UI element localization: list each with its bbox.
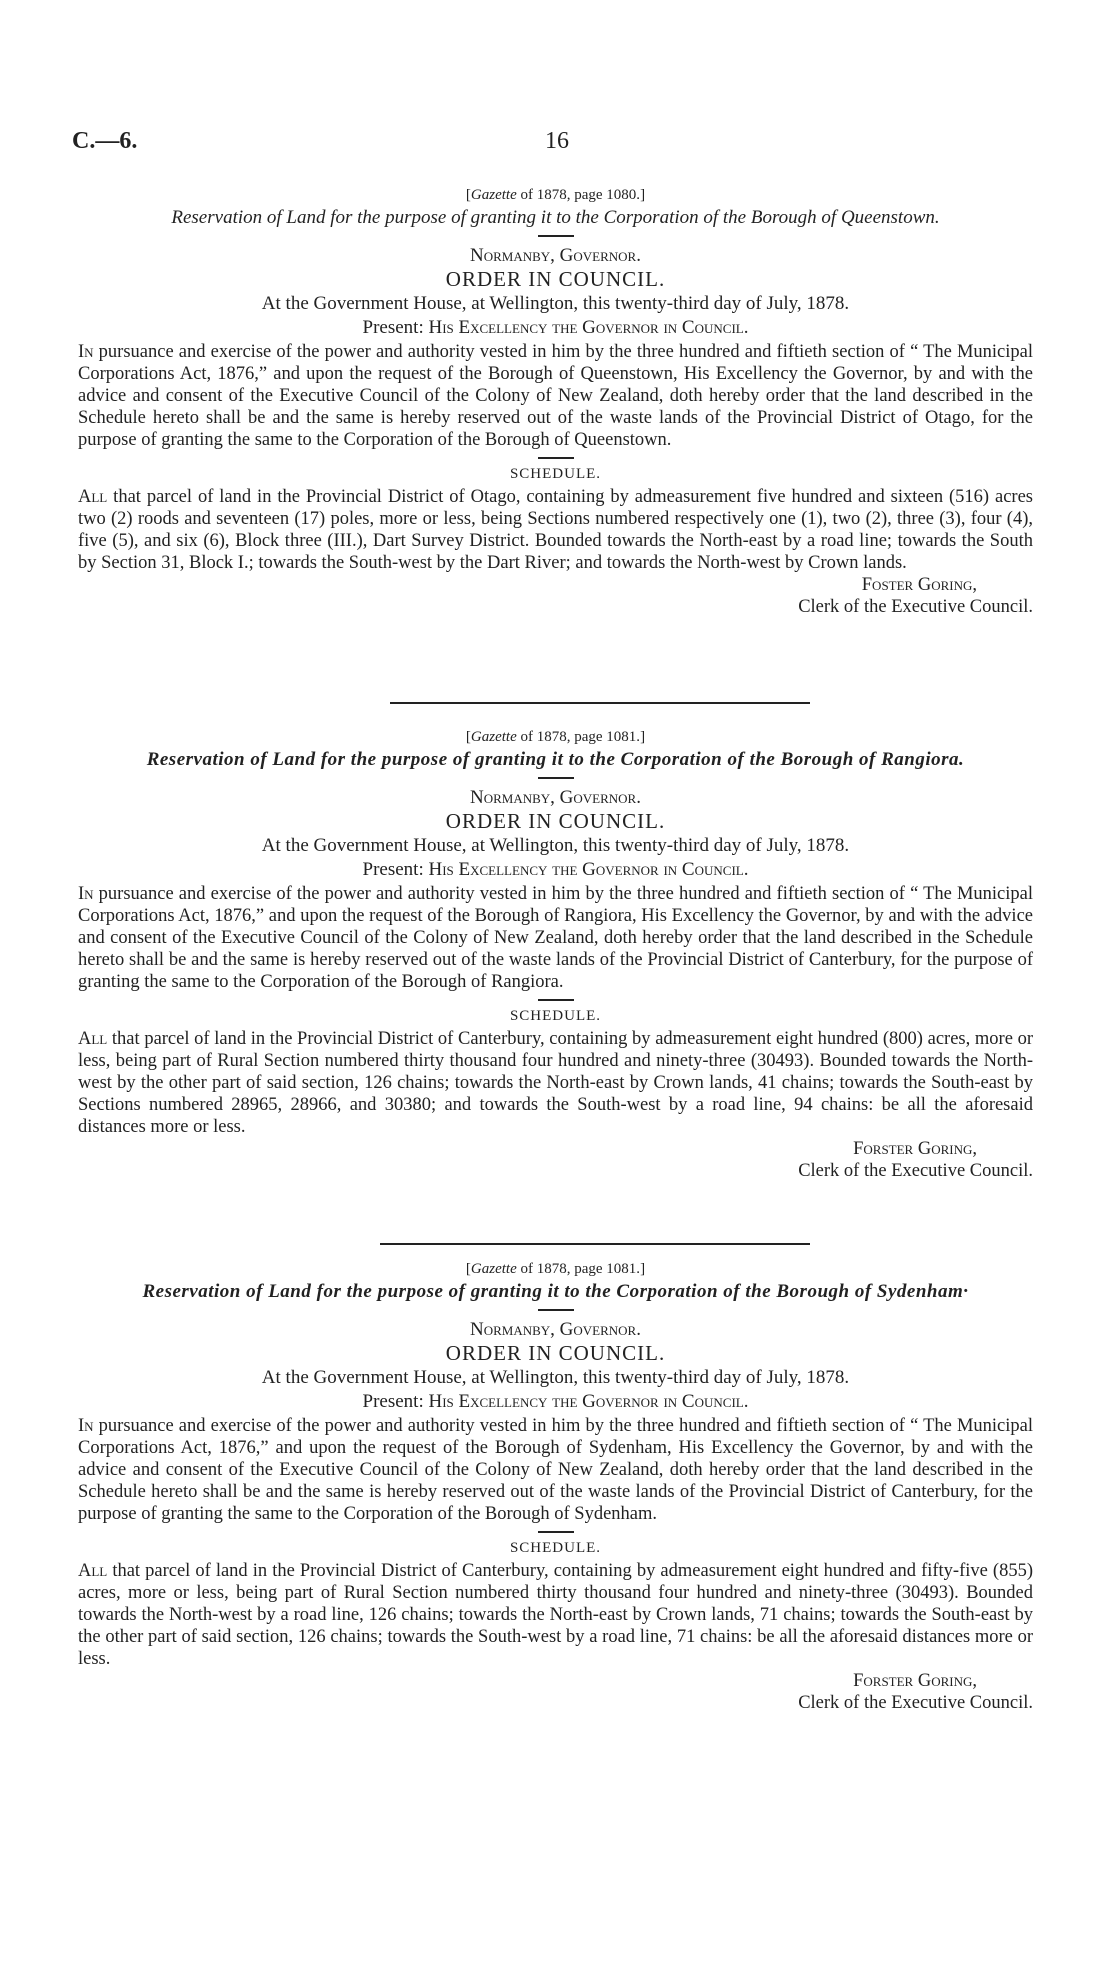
schedule-body xyxy=(78,486,1033,574)
document-reference: C.—6. xyxy=(72,128,138,154)
section-title: Reservation of Land for the purpose of granting it to the Corporation of the Borough of Sydenham· xyxy=(142,1281,969,1302)
order-section-sydenham xyxy=(78,1258,1033,1714)
body-text: pursuance and exercise of the power and authority vested in him by the three hundred and fiftieth section of “ The Municipal Corporations Act, 1876,” and upon the request of the Borough of Sydenham, His Excellency the Governor, by and with the advice and consent of the Executive Council of the Colony of New Zealand, doth hereby order that the land described in the Schedule hereto shall be and the same is hereby reserved out of the waste lands of the Provincial District of Canterbury, for the purpose of granting the same to the Corporation of the Borough of Sydenham. xyxy=(78,1416,1033,1524)
present-line xyxy=(78,1391,1033,1413)
schedule-heading: SCHEDULE. xyxy=(509,1008,602,1024)
gazette-reference: [Gazette of 1878, page 1081.] xyxy=(465,729,646,745)
schedule-rule xyxy=(538,1531,574,1533)
schedule-body xyxy=(78,1560,1033,1670)
governor-line: Normanby, Governor. xyxy=(470,245,641,266)
body-lead: In xyxy=(78,342,94,362)
order-heading: ORDER IN COUNCIL. xyxy=(445,267,666,291)
order-heading: ORDER IN COUNCIL. xyxy=(445,809,666,833)
place-date-line: At the Government House, at Wellington, this twenty-third day of July, 1878. xyxy=(261,835,850,856)
signature-block xyxy=(78,1138,1033,1182)
schedule-rule xyxy=(538,999,574,1001)
order-section-queenstown xyxy=(78,184,1033,618)
short-rule xyxy=(538,777,574,779)
place-date-line: At the Government House, at Wellington, this twenty-third day of July, 1878. xyxy=(261,1367,850,1388)
schedule-lead: All xyxy=(78,1029,108,1049)
section-title: Reservation of Land for the purpose of granting it to the Corporation of the Borough of Rangiora. xyxy=(146,749,965,770)
signature-block xyxy=(78,574,1033,618)
signatory-name: Foster Goring, xyxy=(861,575,977,595)
governor-line: Normanby, Governor. xyxy=(470,1319,641,1340)
section-divider xyxy=(380,1243,810,1245)
present-line xyxy=(78,859,1033,881)
order-body xyxy=(78,883,1033,993)
signature-block xyxy=(78,1670,1033,1714)
gazette-details: of 1878, page 1080. xyxy=(516,187,641,203)
signatory-name: Forster Goring, xyxy=(853,1139,977,1159)
page-header xyxy=(72,130,1042,160)
section-title: Reservation of Land for the purpose of granting it to the Corporation of the Borough of Queenstown. xyxy=(171,207,940,228)
schedule-text: that parcel of land in the Provincial District of Canterbury, containing by admeasurement eight hundred and fifty-five (855) acres, more or less, being part of Rural Section numbered thirty thousand four hundred and ninety-three (30493). Bounded towards the North-west by a road line, 126 chains; towards the North-east by Crown lands, 71 chains; towards the South-east by the other part of said section, 126 chains; towards the South-west by a road line, 71 chains: be all the aforesaid distances more or less. xyxy=(78,1561,1033,1669)
short-rule xyxy=(538,1309,574,1311)
gazette-details: of 1878, page 1081. xyxy=(516,1261,641,1277)
page-number: 16 xyxy=(545,128,569,154)
present-label: Present: xyxy=(362,317,424,338)
order-section-rangiora xyxy=(78,726,1033,1182)
body-text: pursuance and exercise of the power and authority vested in him by the three hundred and fiftieth section of “ The Municipal Corporations Act, 1876,” and upon the request of the Borough of Rangiora, His Excellency the Governor, by and with the advice and consent of the Executive Council of the Colony of New Zealand, doth hereby order that the land described in the Schedule hereto shall be and the same is hereby reserved out of the waste lands of the Provincial District of Canterbury, for the purpose of granting the same to the Corporation of the Borough of Rangiora. xyxy=(78,884,1033,992)
present-text: His Excellency the Governor in Council. xyxy=(428,1391,749,1412)
schedule-body xyxy=(78,1028,1033,1138)
short-rule xyxy=(538,235,574,237)
schedule-lead: All xyxy=(78,1561,108,1581)
schedule-text: that parcel of land in the Provincial District of Canterbury, containing by admeasurement eight hundred (800) acres, more or less, being part of Rural Section numbered thirty thousand four hundred and ninety-three (30493). Bounded towards the North-west by the other part of said section, 126 chains; towards the North-east by Crown lands, 41 chains; towards the South-east by Sections numbered 28965, 28966, and 30380; and towards the South-west by a road line, 94 chains: be all the aforesaid distances more or less. xyxy=(78,1029,1033,1137)
signatory-title: Clerk of the Executive Council. xyxy=(798,1693,1033,1713)
schedule-lead: All xyxy=(78,487,108,507)
schedule-rule xyxy=(538,457,574,459)
present-label: Present: xyxy=(362,1391,424,1412)
gazette-word: Gazette xyxy=(470,187,517,203)
gazette-reference: [Gazette of 1878, page 1081.] xyxy=(465,1261,646,1277)
gazette-reference: [Gazette of 1878, page 1080.] xyxy=(465,187,646,203)
place-date-line: At the Government House, at Wellington, this twenty-third day of July, 1878. xyxy=(261,293,850,314)
section-divider xyxy=(390,702,810,704)
body-text: pursuance and exercise of the power and authority vested in him by the three hundred and fiftieth section of “ The Municipal Corporations Act, 1876,” and upon the request of the Borough of Queenstown, His Excellency the Governor, by and with the advice and consent of the Executive Council of the Colony of New Zealand, doth hereby order that the land described in the Schedule hereto shall be and the same is hereby reserved out of the waste lands of the Provincial District of Otago, for the purpose of granting the same to the Corporation of the Borough of Queenstown. xyxy=(78,342,1033,450)
gazette-word: Gazette xyxy=(470,729,517,745)
body-lead: In xyxy=(78,884,94,904)
order-body xyxy=(78,341,1033,451)
present-text: His Excellency the Governor in Council. xyxy=(428,317,749,338)
order-body xyxy=(78,1415,1033,1525)
governor-line: Normanby, Governor. xyxy=(470,787,641,808)
order-heading: ORDER IN COUNCIL. xyxy=(445,1341,666,1365)
signatory-title: Clerk of the Executive Council. xyxy=(798,1161,1033,1181)
signatory-name: Forster Goring, xyxy=(853,1671,977,1691)
present-line xyxy=(78,317,1033,339)
gazette-details: of 1878, page 1081. xyxy=(516,729,641,745)
signatory-title: Clerk of the Executive Council. xyxy=(798,597,1033,617)
body-lead: In xyxy=(78,1416,94,1436)
present-text: His Excellency the Governor in Council. xyxy=(428,859,749,880)
schedule-heading: SCHEDULE. xyxy=(509,1540,602,1556)
schedule-heading: SCHEDULE. xyxy=(509,466,602,482)
schedule-text: that parcel of land in the Provincial District of Otago, containing by admeasurement five hundred and sixteen (516) acres two (2) roods and seventeen (17) poles, more or less, being Sections numbered respectively one (1), two (2), three (3), four (4), five (5), and six (6), Block three (III.), Dart Survey District. Bounded towards the North-east by a road line; towards the South by Section 31, Block I.; towards the South-west by the Dart River; and towards the North-west by Crown lands. xyxy=(78,487,1033,573)
present-label: Present: xyxy=(362,859,424,880)
gazette-word: Gazette xyxy=(470,1261,517,1277)
